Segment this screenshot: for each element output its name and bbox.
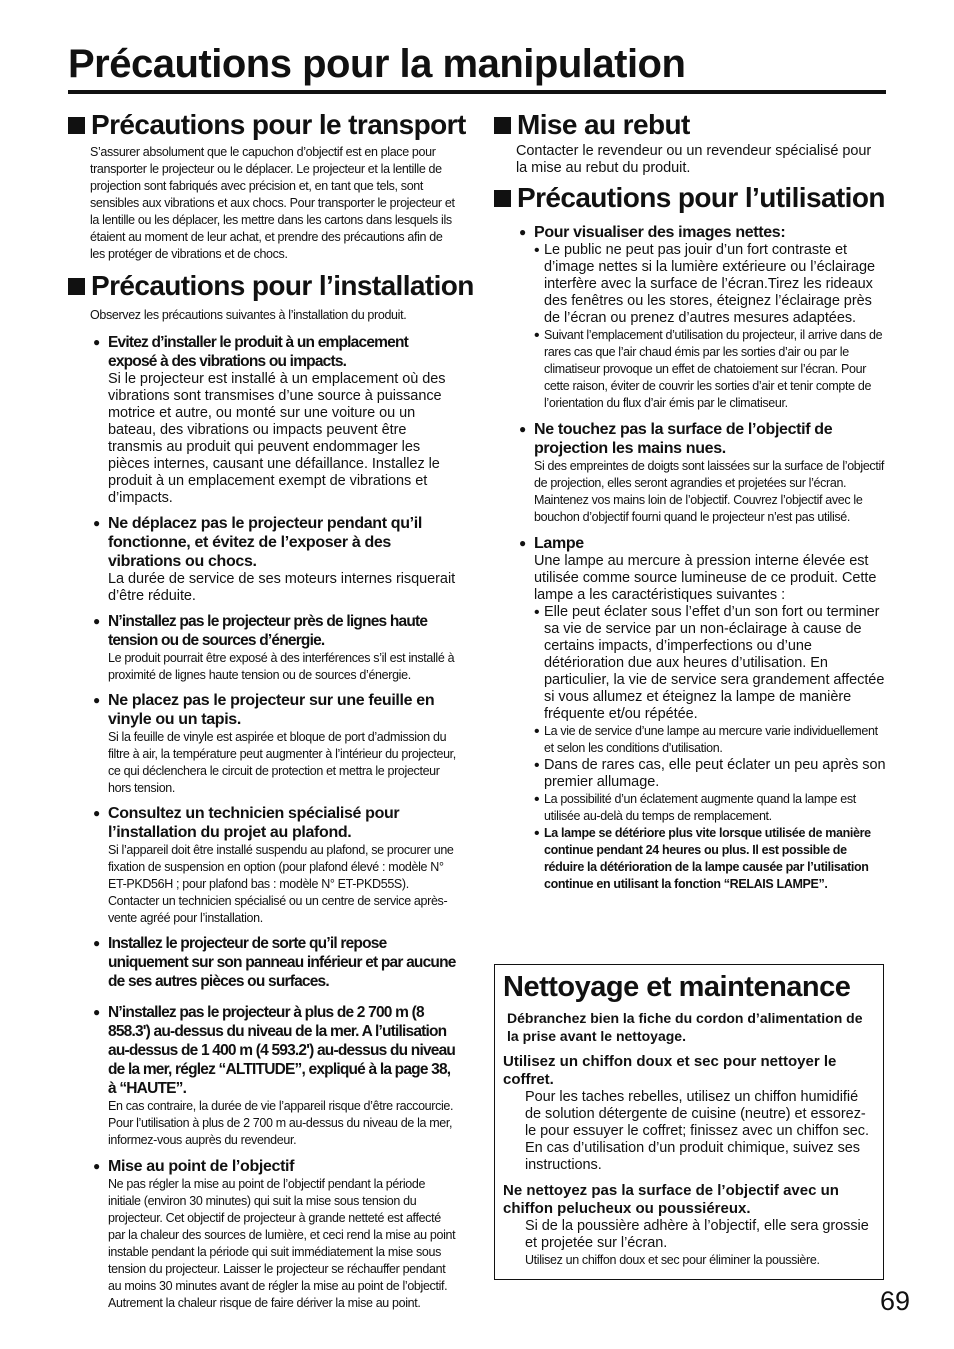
page-number: 69 bbox=[880, 1286, 911, 1316]
transport-text: S’assurer absolument que le capuchon d’objectif est en place pour transporter le projecteur ou le déplacer. Le projecteur et la lentille de projection sont fabriqués avec précision et, en tant que tels, sont sensibles aux vibrations et aux chocs. Pour transporter le projecteur et la lentille ou les déplacer, les mettre dans les cartons dans lesquels ils étaient au moment de leur achat, et prendre des précautions afin de les protéger de vibrations et de chocs. bbox=[90, 145, 455, 261]
installation-item bbox=[68, 804, 460, 927]
usage-lamp-title: Lampe bbox=[534, 535, 584, 552]
cleaning-lens-title: Ne nettoyez pas la surface de l’objectif avec un chiffon pelucheux ou poussiéreux. bbox=[503, 1182, 839, 1217]
bullet-icon: ● bbox=[93, 693, 101, 707]
square-bullet-icon bbox=[494, 190, 511, 207]
cleaning-cloth-text: Pour les taches rebelles, utilisez un chiffon humidifié de solution détergente de cuisine (neutre) et essorez-le pour essuyer le coffret; finissez avec un chiffon sec. En cas d’utilisation d’un produit chimique, suivez ses instructions. bbox=[525, 1089, 869, 1173]
bullet-icon: ● bbox=[93, 614, 101, 628]
bullet-icon: ● bbox=[519, 225, 527, 239]
installation-item-text: Si l’appareil doit être installé suspendu au plafond, se procurer une fixation de suspension en option (pour plafond élevé : modèle N° ET-PKD56H ; pour plafond bas : modèle N° ET-PKD55S). Contacter un technicien spécialisé ou un centre de service après-vente agréé pour l’installation. bbox=[108, 843, 454, 925]
dot-icon: • bbox=[534, 327, 540, 344]
dot-icon: • bbox=[534, 242, 540, 259]
usage-lamp-text: Une lampe au mercure à pression interne élevée est utilisée comme source lumineuse de ce produit. Cette lampe a les caractéristiques suivantes : bbox=[534, 553, 877, 603]
installation-item-text: En cas contraire, la durée de vie l’appareil risque d’être raccourcie. Pour l’utilisation à plus de 2 700 m au-dessus du niveau de la mer, informez-vous auprès du revendeur. bbox=[108, 1099, 454, 1147]
cleaning-box bbox=[494, 964, 884, 1280]
square-bullet-icon bbox=[494, 117, 511, 134]
list-item bbox=[534, 757, 886, 791]
installation-item-text: Si la feuille de vinyle est aspirée et bloque de port d’admission du filtre à air, la température peut augmenter à l’intérieur du projecteur, ce qui déclenchera le circuit de protection et mettra le projecteur hors tension. bbox=[108, 730, 456, 795]
cleaning-warning: Débranchez bien la fiche du cordon d’alimentation de la prise avant le nettoyage. bbox=[507, 1010, 863, 1044]
installation-item-title: Mise au point de l’objectif bbox=[108, 1158, 295, 1175]
disposal-heading-text: Mise au rebut bbox=[517, 109, 690, 140]
cleaning-lens-text-2: Utilisez un chiffon doux et sec pour éliminer la poussière. bbox=[525, 1253, 820, 1267]
list-item bbox=[534, 242, 886, 327]
installation-item bbox=[68, 333, 460, 507]
dot-icon: • bbox=[534, 791, 540, 808]
list-item bbox=[534, 604, 886, 723]
installation-item-title: N’installez pas le projecteur à plus de 2 700 m (8 858.3') au-dessus du niveau de la mer. A l’utilisation au-dessus de 1 400 m (4 593.2') au-dessus du niveau de la mer, réglez “ALTITUDE”, expliqué à la page 38, à “HAUTE”. bbox=[108, 1004, 456, 1097]
installation-item bbox=[68, 514, 460, 605]
usage-heading bbox=[494, 181, 886, 215]
cleaning-heading: Nettoyage et maintenance bbox=[503, 971, 851, 1003]
bullet-icon: ● bbox=[93, 1159, 101, 1173]
square-bullet-icon bbox=[68, 278, 85, 295]
usage-lens-title: Ne touchez pas la surface de l’objectif de projection les mains nues. bbox=[534, 421, 833, 457]
dot-icon: • bbox=[534, 604, 540, 621]
installation-item bbox=[68, 691, 460, 797]
usage-images-point: Le public ne peut pas jouir d’un fort contraste et d’image nettes si la lumière extérieure ou l’éclairage interfère avec la surface de l’écran.Tirez les rideaux des fenêtres ou les stores, éteignez l’éclairage près de l’écran ou prenez d’autres mesures adaptées. bbox=[544, 242, 875, 326]
usage-lamp-point: La vie de service d’une lampe au mercure varie individuellement et selon les conditions d’utilisation. bbox=[544, 724, 878, 755]
usage-lens-text: Si des empreintes de doigts sont laissées sur la surface de l’objectif de projection, elles seront agrandies et projetées sur l’écran. Maintenez vos mains loin de l’objectif. Couvrez l’objectif avec le bouchon d’objectif fourni quand le projecteur n’est pas utilisé. bbox=[534, 459, 885, 524]
bullet-icon: ● bbox=[93, 335, 101, 349]
dot-icon: • bbox=[534, 825, 540, 842]
installation-item bbox=[68, 1157, 460, 1312]
bullet-icon: ● bbox=[93, 516, 101, 530]
usage-lamp-point: Elle peut éclater sous l’effet d’un son fort ou terminer sa vie de service par un non-éclairage à cause de certains impacts, d’imperfections ou d’une détérioration due aux heures d’utilisation. En particulier, la vie de service sera grandement affectée si vous allumez et éteignez la lampe de manière fréquente et/ou répétée. bbox=[544, 604, 885, 722]
cleaning-lens-text: Si de la poussière adhère à l’objectif, elle sera grossie et projetée sur l’écran. bbox=[525, 1218, 869, 1251]
installation-item bbox=[68, 934, 460, 991]
list-item bbox=[534, 327, 886, 412]
installation-item-title: Evitez d’installer le produit à un emplacement exposé à des vibrations ou impacts. bbox=[108, 334, 408, 370]
transport-heading bbox=[68, 108, 466, 142]
usage-lamp-point-bold: La lampe se détériore plus vite lorsque utilisée de manière continue pendant 24 heures ou plus. Il est possible de réduire la détérioration de la lampe causée par l’utilisation continue en utilisant la fonction “RELAIS LAMPE”. bbox=[544, 826, 871, 891]
installation-intro: Observez les précautions suivantes à l’installation du produit. bbox=[90, 308, 407, 322]
usage-lamp-point: Dans de rares cas, elle peut éclater un peu après son premier allumage. bbox=[544, 757, 886, 790]
installation-item bbox=[68, 1003, 460, 1149]
disposal-heading bbox=[494, 108, 886, 142]
usage-images-item bbox=[494, 223, 886, 412]
left-column bbox=[68, 108, 474, 1312]
dot-icon: • bbox=[534, 723, 540, 740]
bullet-icon: ● bbox=[519, 536, 527, 550]
installation-item-title: N’installez pas le projecteur près de lignes haute tension ou de sources d’énergie. bbox=[108, 613, 428, 649]
transport-heading-text: Précautions pour le transport bbox=[91, 109, 466, 140]
installation-item-title: Ne placez pas le projecteur sur une feuille en vinyle ou un tapis. bbox=[108, 692, 435, 728]
page-title: Précautions pour la manipulation bbox=[68, 42, 686, 86]
usage-lamp-item bbox=[494, 534, 886, 893]
installation-item-text: Le produit pourrait être exposé à des interférences s’il est installé à proximité de lignes haute tension ou de sources d’énergie. bbox=[108, 651, 455, 682]
bullet-icon: ● bbox=[93, 936, 101, 950]
list-item bbox=[534, 791, 886, 825]
installation-item-title: Consultez un technicien spécialisé pour l’installation du projet au plafond. bbox=[108, 805, 400, 841]
installation-item bbox=[68, 612, 460, 684]
right-column bbox=[494, 108, 886, 893]
list-item bbox=[534, 825, 886, 893]
installation-item-text: La durée de service de ses moteurs internes risquerait d’être réduite. bbox=[108, 571, 456, 604]
square-bullet-icon bbox=[68, 117, 85, 134]
installation-item-title: Installez le projecteur de sorte qu’il repose uniquement sur son panneau inférieur et par aucune de ses autres pièces ou surfaces. bbox=[108, 935, 456, 990]
usage-lamp-point: La possibilité d’un éclatement augmente quand la lampe est utilisée au-delà du temps de remplacement. bbox=[544, 792, 856, 823]
usage-heading-text: Précautions pour l’utilisation bbox=[517, 182, 885, 213]
title-rule bbox=[68, 90, 886, 94]
dot-icon: • bbox=[534, 757, 540, 774]
installation-item-title: Ne déplacez pas le projecteur pendant qu’il fonctionne, et évitez de l’exposer à des vibrations ou chocs. bbox=[108, 515, 422, 570]
bullet-icon: ● bbox=[93, 806, 101, 820]
installation-item-text: Si le projecteur est installé à un emplacement où des vibrations sont transmises d’une source à puissance motrice et autre, ou monté sur une voiture ou un bateau, des vibrations ou impacts peuvent être transmis au produit qui peuvent endommager les pièces internes, causant une défaillance. Installez le produit à un emplacement exempt de vibrations et d’impacts. bbox=[108, 371, 446, 506]
usage-lens-item bbox=[494, 420, 886, 526]
usage-images-title: Pour visualiser des images nettes: bbox=[534, 224, 786, 241]
bullet-icon: ● bbox=[519, 422, 527, 436]
list-item bbox=[534, 723, 886, 757]
bullet-icon: ● bbox=[93, 1005, 101, 1019]
installation-heading-text: Précautions pour l’installation bbox=[91, 270, 474, 301]
disposal-text: Contacter le revendeur ou un revendeur spécialisé pour la mise au rebut du produit. bbox=[516, 143, 872, 176]
installation-item-text: Ne pas régler la mise au point de l’objectif pendant la période initiale (environ 30 minutes) qui suit la mise sous tension du projecteur. Cet objectif de projecteur à grande netteté est affecté par la chaleur des sources de lumière, et ceci rend la mise au point instable pendant la période qui suit immédiatement la mise sous tension du projecteur. Laisser le projecteur se réchauffer pendant au moins 30 minutes avant de régler la mise au point de l’objectif. Autrement la chaleur risque de faire dériver la mise au point. bbox=[108, 1177, 456, 1310]
usage-images-point: Suivant l’emplacement d’utilisation du projecteur, il arrive dans de rares cas que l’air chaud émis par les sorties d’air ou par le climatiseur provoque un effet de chatoiement sur l’écran. Pour cette raison, éviter de couvrir les sorties d’air et tenir compte de l’orientation du flux d’air émis par le climatiseur. bbox=[544, 328, 883, 410]
installation-heading bbox=[68, 269, 474, 303]
cleaning-cloth-title: Utilisez un chiffon doux et sec pour nettoyer le coffret. bbox=[503, 1053, 837, 1088]
